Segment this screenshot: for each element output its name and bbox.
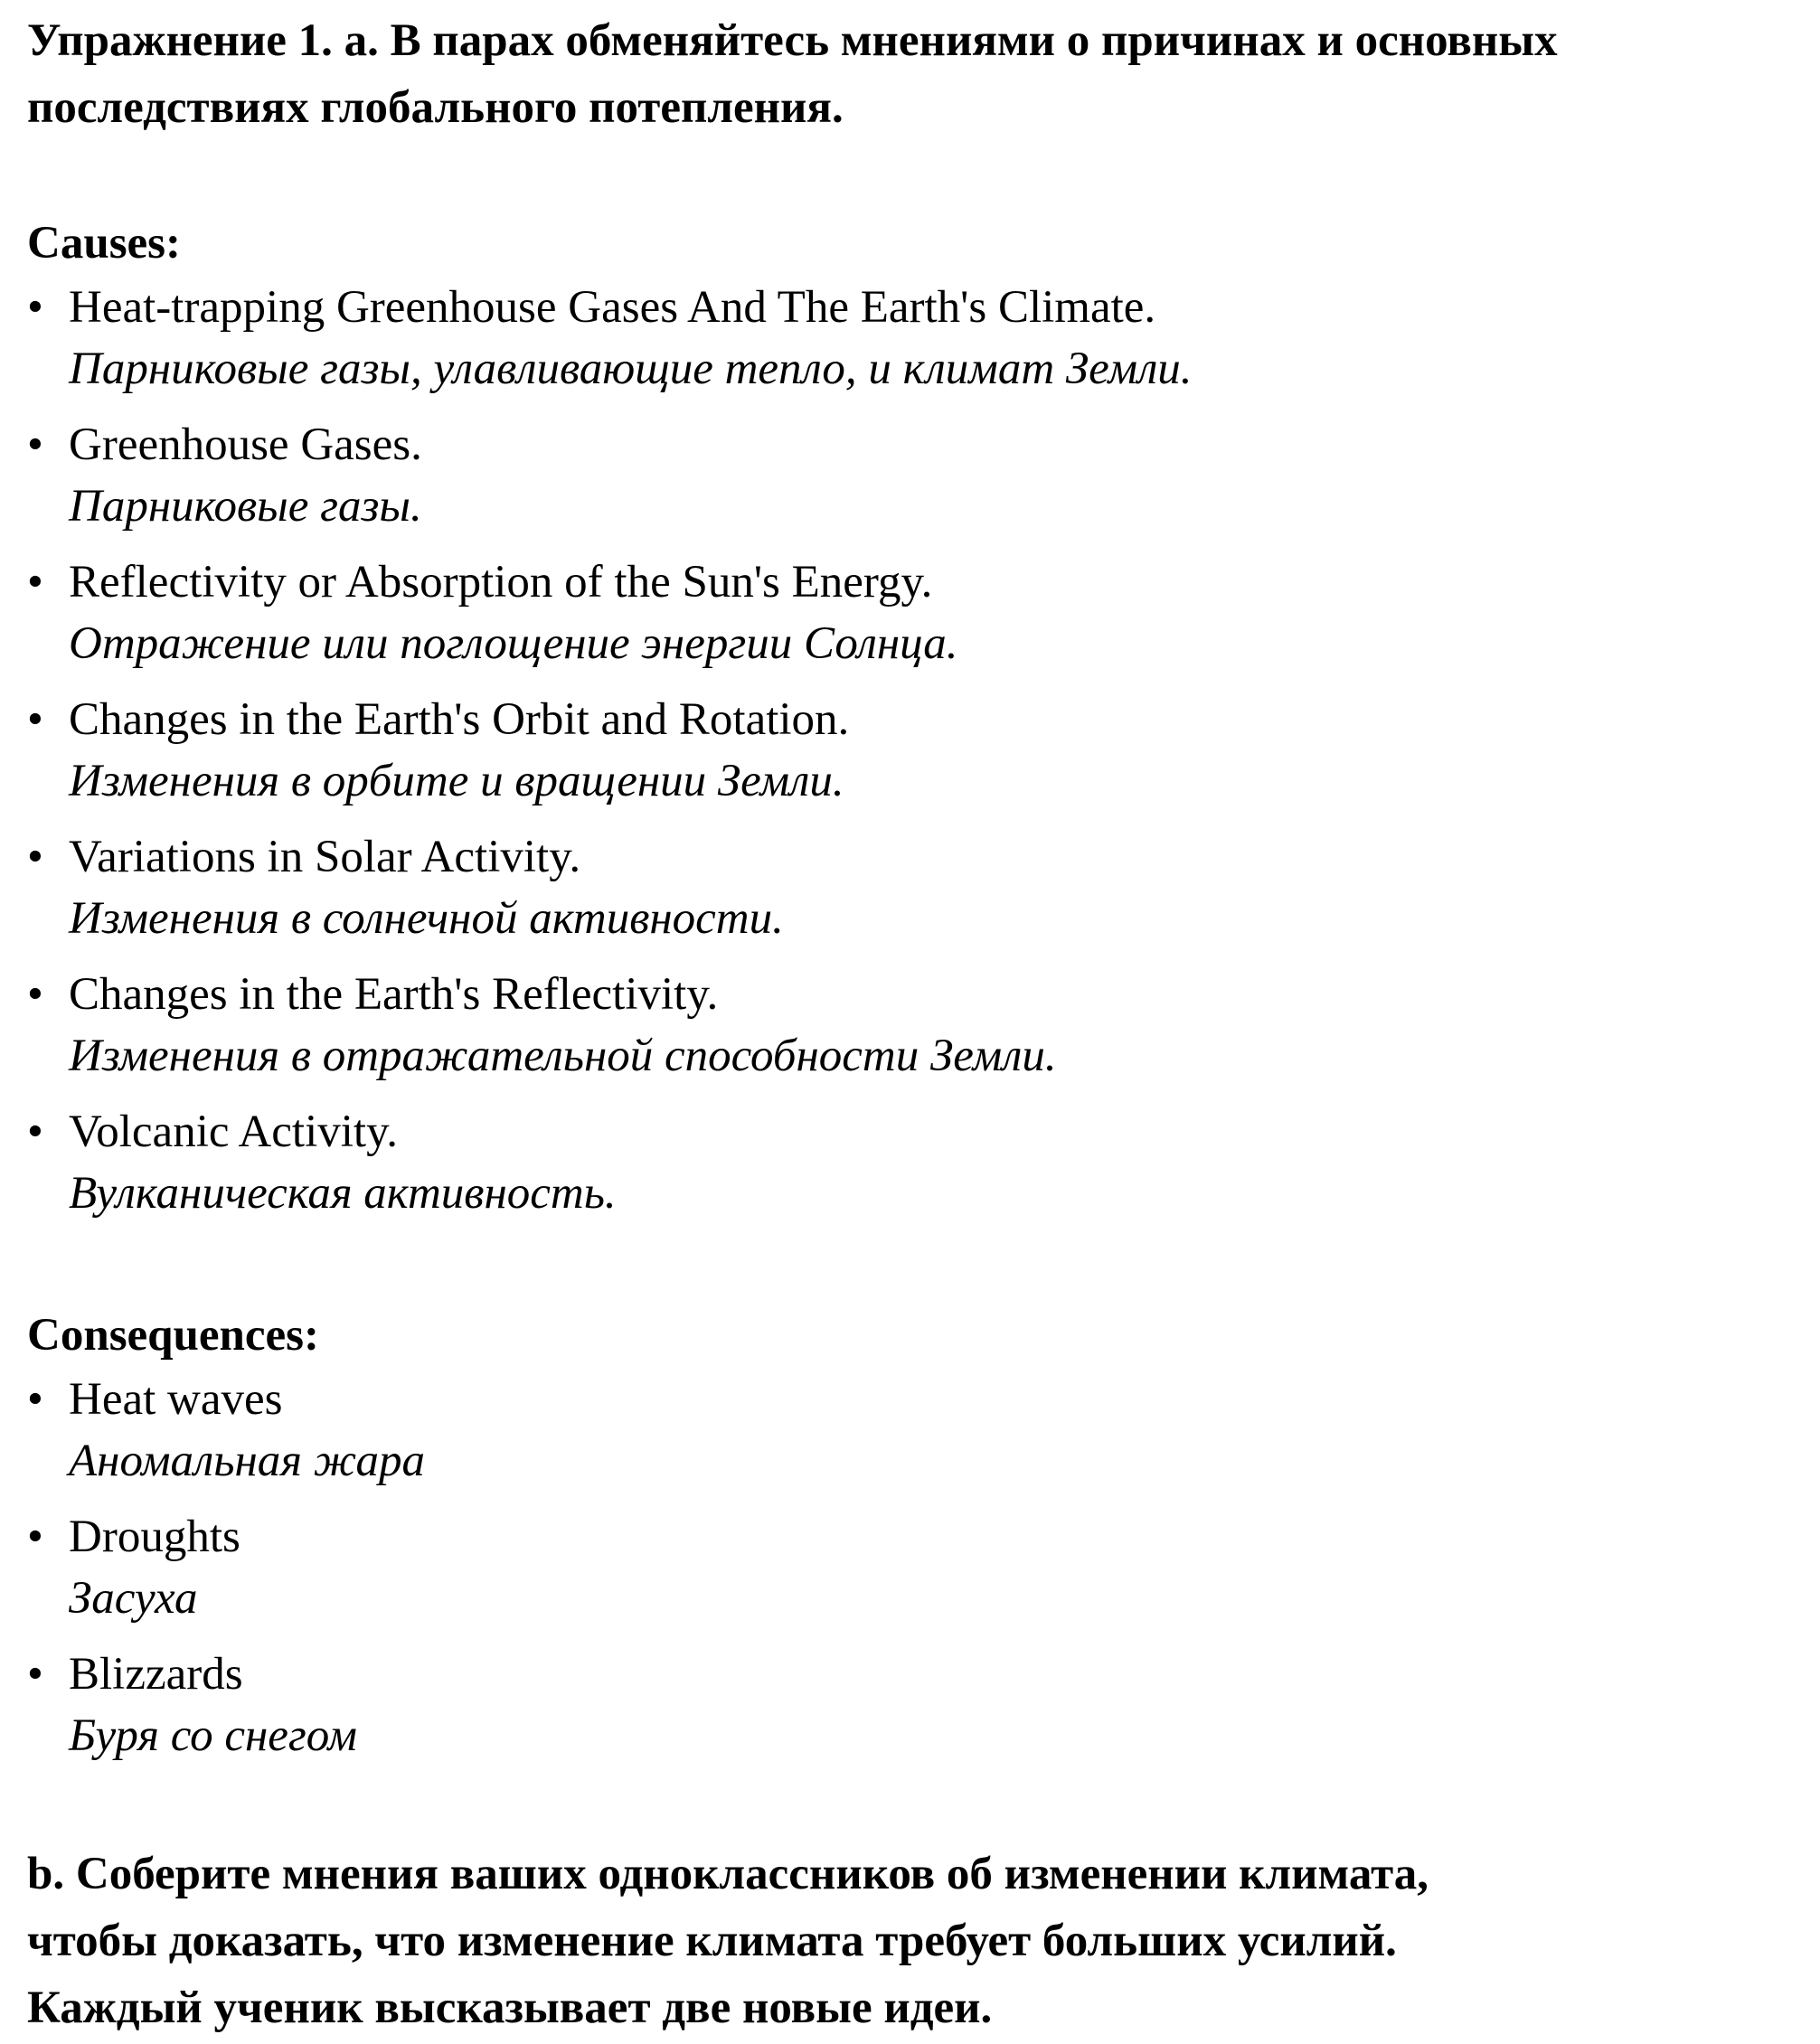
- cause-english: Changes in the Earth's Reflectivity.: [69, 969, 719, 1020]
- exercise-heading-line: Упражнение 1. a. В парах обменяйтесь мнениями о причинах и основных: [27, 15, 1558, 66]
- causes-list: [27, 277, 1799, 1224]
- part-b-line: Каждый ученик высказывает две новые идеи.: [27, 1983, 993, 2033]
- bullet-icon: •: [27, 694, 43, 745]
- list-item: [27, 277, 1799, 400]
- cause-english: Volcanic Activity.: [69, 1107, 399, 1157]
- bullet-icon: •: [27, 1374, 43, 1425]
- cause-english: Changes in the Earth's Orbit and Rotation.: [69, 694, 850, 745]
- consequences-title: Consequences:: [27, 1310, 320, 1361]
- list-item: [27, 414, 1799, 537]
- cause-english: Reflectivity or Absorption of the Sun's Energy.: [69, 557, 933, 608]
- part-b-section: [27, 1841, 1799, 2041]
- bullet-icon: •: [27, 1107, 43, 1157]
- part-b-line: чтобы доказать, что изменение климата требует больших усилий.: [27, 1916, 1397, 1966]
- list-item: [27, 826, 1799, 949]
- exercise-heading: [27, 0, 1799, 141]
- cause-english: Heat-trapping Greenhouse Gases And The Earth's Climate.: [69, 282, 1156, 333]
- causes-title: Causes:: [27, 218, 182, 268]
- consequence-russian: Засуха: [69, 1573, 198, 1624]
- consequence-english: Blizzards: [69, 1649, 243, 1700]
- consequence-russian: Буря со снегом: [69, 1710, 357, 1761]
- bullet-icon: •: [27, 419, 43, 470]
- cause-russian: Парниковые газы.: [69, 481, 422, 532]
- cause-russian: Изменения в отражательной способности Земли.: [69, 1031, 1057, 1081]
- causes-section: [27, 210, 1799, 1224]
- bullet-icon: •: [27, 282, 43, 333]
- bullet-icon: •: [27, 1512, 43, 1562]
- cause-english: Variations in Solar Activity.: [69, 832, 581, 882]
- bullet-icon: •: [27, 1649, 43, 1700]
- cause-russian: Изменения в орбите и вращении Земли.: [69, 756, 844, 806]
- part-b-line: b. Соберите мнения ваших одноклассников об изменении климата,: [27, 1849, 1429, 1899]
- list-item: [27, 551, 1799, 674]
- list-item: [27, 1506, 1799, 1629]
- list-item: [27, 1644, 1799, 1766]
- bullet-icon: •: [27, 832, 43, 882]
- exercise-heading-line: последствиях глобального потепления.: [27, 82, 844, 133]
- bullet-icon: •: [27, 969, 43, 1020]
- bullet-icon: •: [27, 557, 43, 608]
- list-item: [27, 689, 1799, 812]
- cause-russian: Парниковые газы, улавливающие тепло, и климат Земли.: [69, 344, 1193, 394]
- cause-english: Greenhouse Gases.: [69, 419, 422, 470]
- consequence-english: Droughts: [69, 1512, 240, 1562]
- document-page: [27, 0, 1799, 2041]
- list-item: [27, 1369, 1799, 1492]
- cause-russian: Отражение или поглощение энергии Солнца.: [69, 618, 958, 669]
- consequence-english: Heat waves: [69, 1374, 283, 1425]
- list-item: [27, 964, 1799, 1087]
- cause-russian: Изменения в солнечной активности.: [69, 893, 784, 944]
- list-item: [27, 1101, 1799, 1224]
- consequence-russian: Аномальная жара: [69, 1436, 426, 1486]
- cause-russian: Вулканическая активность.: [69, 1168, 617, 1219]
- consequences-section: [27, 1302, 1799, 1766]
- consequences-list: [27, 1369, 1799, 1766]
